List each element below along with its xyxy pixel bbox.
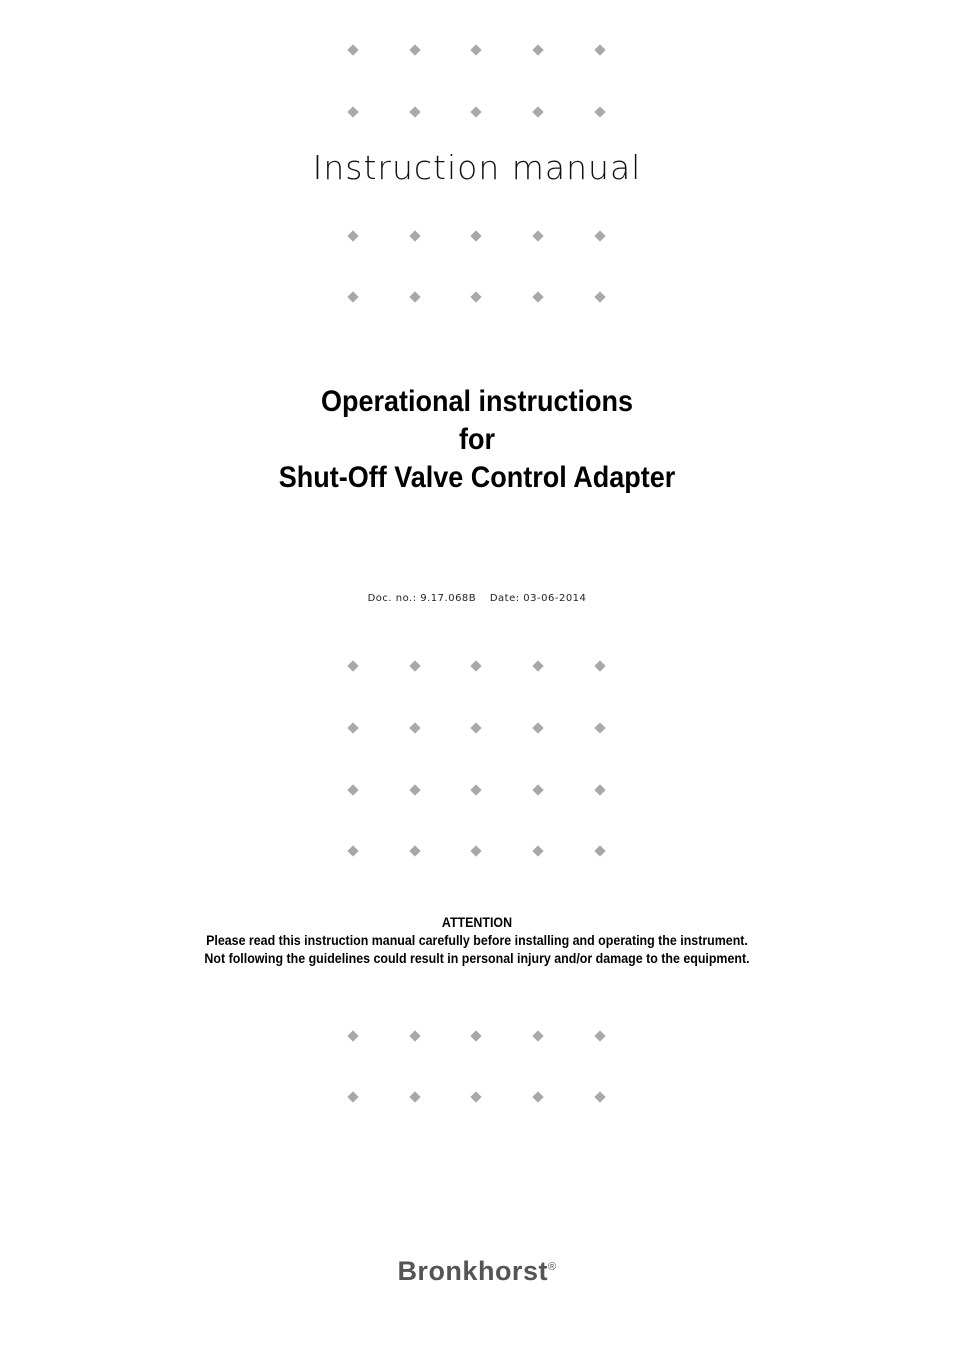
diamond-icon <box>594 845 605 856</box>
diamond-icon <box>532 1091 543 1102</box>
attention-line-2: Not following the guidelines could result in personal injury and/or damage to the equipment. <box>204 951 750 966</box>
registered-mark: ® <box>547 1261 557 1273</box>
diamond-icon <box>594 660 605 671</box>
diamond-icon <box>409 106 420 117</box>
diamond-icon <box>409 230 420 241</box>
diamond-icon <box>532 1030 543 1041</box>
diamond-icon <box>470 291 481 302</box>
diamond-icon <box>347 44 358 55</box>
document-meta <box>0 593 954 604</box>
diamond-icon <box>594 1091 605 1102</box>
diamond-ornament-row <box>0 291 954 305</box>
diamond-ornament-row <box>0 230 954 244</box>
diamond-icon <box>470 1030 481 1041</box>
diamond-ornament-row <box>0 660 954 674</box>
diamond-icon <box>594 1030 605 1041</box>
diamond-ornament-row <box>0 784 954 798</box>
brand-name: Bronkhorst <box>397 1256 548 1286</box>
diamond-icon <box>594 784 605 795</box>
diamond-icon <box>409 722 420 733</box>
diamond-icon <box>532 722 543 733</box>
diamond-icon <box>347 291 358 302</box>
title-line-3: Shut-Off Valve Control Adapter <box>278 461 676 494</box>
diamond-icon <box>594 230 605 241</box>
diamond-icon <box>532 291 543 302</box>
diamond-icon <box>347 784 358 795</box>
manual-label: Instruction manual <box>312 148 642 187</box>
diamond-ornament-row <box>0 44 954 58</box>
diamond-icon <box>470 106 481 117</box>
diamond-ornament-row <box>0 845 954 859</box>
diamond-icon <box>532 106 543 117</box>
diamond-icon <box>532 44 543 55</box>
diamond-icon <box>409 1091 420 1102</box>
diamond-icon <box>347 106 358 117</box>
title-line-2: for <box>459 423 495 456</box>
diamond-icon <box>347 1091 358 1102</box>
attention-heading: ATTENTION <box>441 915 513 930</box>
doc-date: Date: 03-06-2014 <box>489 593 587 604</box>
diamond-icon <box>347 722 358 733</box>
diamond-icon <box>532 230 543 241</box>
diamond-icon <box>532 845 543 856</box>
diamond-icon <box>470 845 481 856</box>
diamond-icon <box>409 784 420 795</box>
diamond-icon <box>594 106 605 117</box>
diamond-ornament-row <box>0 1030 954 1044</box>
diamond-icon <box>470 660 481 671</box>
diamond-icon <box>532 784 543 795</box>
diamond-icon <box>409 660 420 671</box>
diamond-icon <box>470 230 481 241</box>
diamond-icon <box>347 230 358 241</box>
diamond-icon <box>347 1030 358 1041</box>
doc-number: Doc. no.: 9.17.068B <box>367 593 477 604</box>
diamond-icon <box>409 845 420 856</box>
diamond-ornament-row <box>0 1091 954 1105</box>
diamond-icon <box>347 660 358 671</box>
diamond-icon <box>347 845 358 856</box>
brand-logo <box>0 1256 954 1287</box>
attention-notice <box>0 914 954 968</box>
diamond-icon <box>532 660 543 671</box>
diamond-icon <box>409 1030 420 1041</box>
diamond-icon <box>470 784 481 795</box>
diamond-ornament-row <box>0 106 954 120</box>
diamond-icon <box>470 44 481 55</box>
diamond-ornament-row <box>0 722 954 736</box>
diamond-icon <box>594 44 605 55</box>
title-line-1: Operational instructions <box>320 385 634 418</box>
diamond-icon <box>470 1091 481 1102</box>
attention-line-1: Please read this instruction manual carefully before installing and operating the instrument. <box>206 933 748 948</box>
diamond-icon <box>409 44 420 55</box>
diamond-icon <box>594 291 605 302</box>
diamond-icon <box>470 722 481 733</box>
diamond-icon <box>409 291 420 302</box>
document-title <box>0 383 954 497</box>
diamond-icon <box>594 722 605 733</box>
